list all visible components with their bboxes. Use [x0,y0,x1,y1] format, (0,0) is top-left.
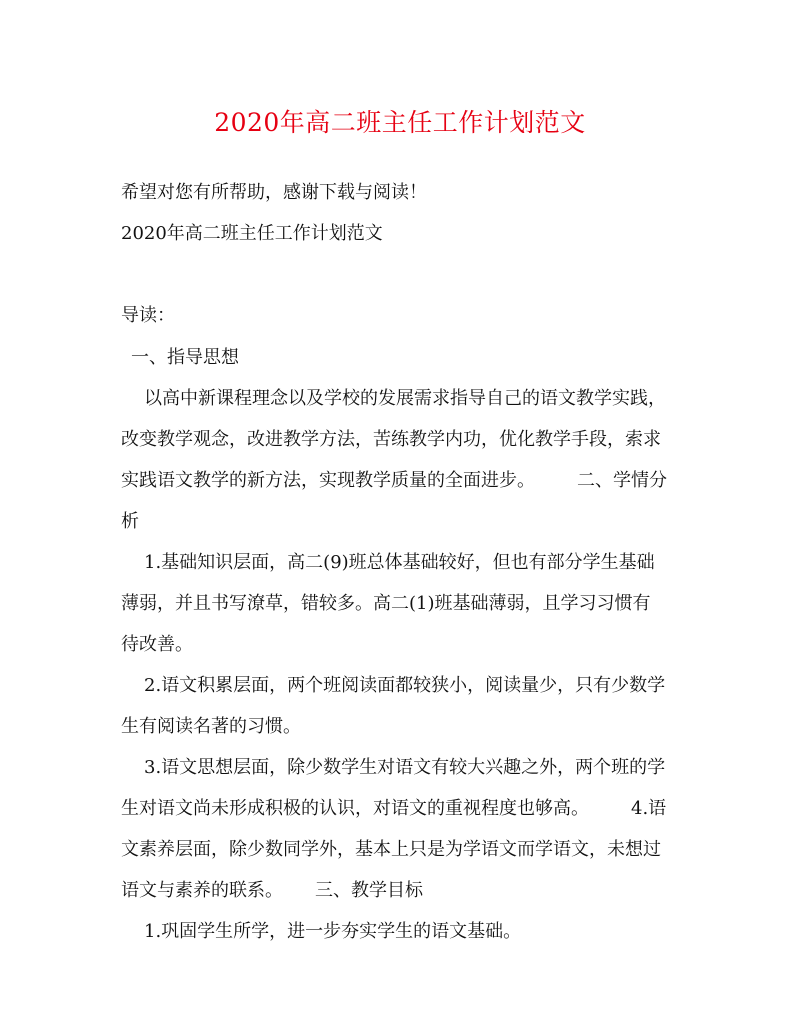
list-item-line: 生有阅读名著的习惯。 [121,716,301,737]
section-heading-student-analysis: 二、学情分 [577,470,667,491]
paragraph-line: 以高中新课程理念以及学校的发展需求指导自己的语文教学实践， [144,388,666,409]
list-item-line: 待改善。 [121,634,193,655]
list-item-number: 4.语 [631,798,667,819]
list-item-line [121,879,423,903]
paragraph-line: 改变教学观念，改进教学方法，苦练教学内功，优化教学手段，索求 [121,429,661,450]
goal-item-line: 1.巩固学生所学，进一步夯实学生的语文基础。 [144,921,522,942]
list-item-line: 1.基础知识层面，高二(9)班总体基础较好，但也有部分学生基础 [144,552,655,573]
section-heading-guiding-idea: 一、指导思想 [131,347,239,368]
list-item-line: 薄弱，并且书写潦草，错较多。高二(1)班基础薄弱，且学习习惯有 [121,593,651,614]
list-item-text: 生对语文尚未形成积极的认识，对语文的重视程度也够高。 [121,798,589,819]
list-item-line [121,797,666,821]
intro-text: 希望对您有所帮助，感谢下载与阅读！ [121,182,427,203]
paragraph-text: 实践语文教学的新方法，实现教学质量的全面进步。 [121,470,535,491]
list-item-line: 文素养层面，除少数同学外，基本上只是为学语文而学语文，未想过 [121,839,661,860]
list-item-line: 2.语文积累层面，两个班阅读面都较狭小，阅读量少，只有少数学 [144,675,666,696]
list-item-line: 3.语文思想层面，除少数学生对语文有较大兴趣之外，两个班的学 [144,757,666,778]
paragraph-line: 析 [121,511,139,532]
section-heading-teaching-goals: 三、教学目标 [315,880,423,901]
guide-label: 导读： [121,305,175,326]
subtitle-text: 2020年高二班主任工作计划范文 [121,223,383,244]
list-item-text: 语文与素养的联系。 [121,880,283,901]
paragraph-line [121,469,667,493]
document-title: 2020年高二班主任工作计划范文 [214,108,586,137]
